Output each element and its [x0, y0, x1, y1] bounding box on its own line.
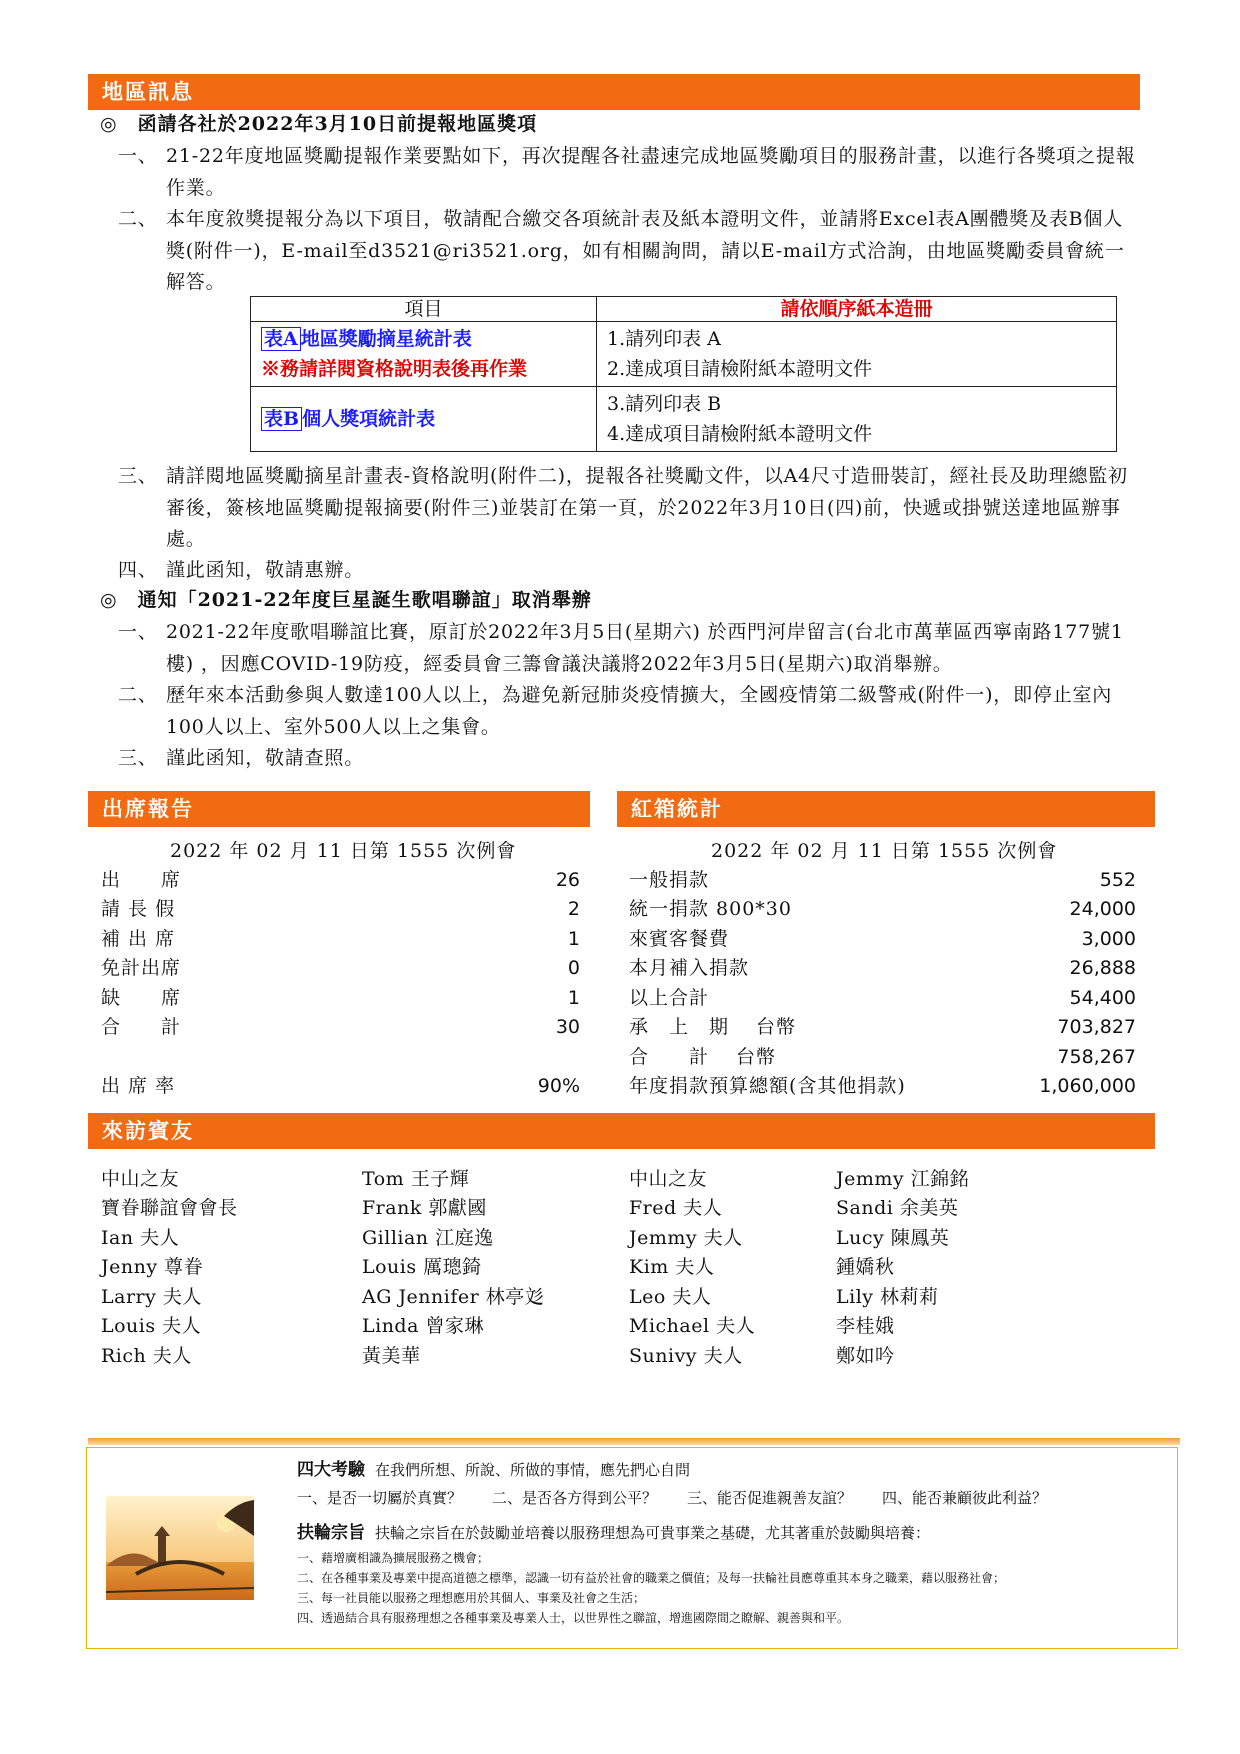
donation-label: 合 計 台幣 — [629, 1046, 777, 1068]
attendance-rate-value: 90% — [537, 1075, 580, 1097]
visitor-name: Rich 夫人 — [101, 1345, 192, 1367]
item-number: 四、 — [118, 559, 158, 581]
item-text: 歷年來本活動參與人數達100人以上，為避免新冠肺炎疫情擴大，全國疫情第二級警戒(附件一)，即停止室內100人以上、室外500人以上之集會。 — [166, 684, 1113, 738]
visitor-name: 中山之友 — [101, 1168, 180, 1190]
item-number: 一、 — [118, 145, 158, 167]
region-item-1 — [118, 141, 1136, 204]
visitor-name: Kim 夫人 — [629, 1256, 715, 1278]
object-item: 三、每一社員能以服務之理想應用於其個人、事業及社會之生活； — [297, 1591, 646, 1605]
step-text: 1.請列印表 A — [607, 328, 721, 350]
visitor-name: Jemmy 江錦銘 — [836, 1168, 970, 1190]
visitor-name: Gillian 江庭逸 — [362, 1227, 494, 1249]
visitor-name: Louis 厲璁錡 — [362, 1256, 482, 1278]
visitors-header: 來訪賓友 — [88, 1113, 1155, 1149]
form-a-tag: 表A — [261, 327, 301, 351]
region-item-2 — [118, 204, 1136, 299]
donation-label: 以上合計 — [629, 987, 710, 1009]
attendance-value: 1 — [567, 987, 580, 1009]
visitor-name: Tom 王子輝 — [362, 1168, 470, 1190]
donations-meeting: 2022 年 02 月 11 日第 1555 次例會 — [711, 840, 1058, 862]
visitor-name: Fred 夫人 — [629, 1197, 723, 1219]
attendance-label: 出 席 — [101, 869, 182, 891]
visitor-name: 鍾嬌秋 — [836, 1256, 895, 1278]
attendance-label: 免計出席 — [101, 957, 182, 979]
donation-label: 年度捐款預算總額(含其他捐款) — [629, 1075, 906, 1097]
attendance-label: 請 長 假 — [101, 898, 176, 920]
four-way-test-intro: 在我們所想、所說、所做的事情，應先捫心自問 — [375, 1461, 691, 1479]
donation-value: 24,000 — [1069, 898, 1136, 920]
table-cell-form-b — [251, 387, 597, 452]
visitor-name: Lucy 陳鳳英 — [836, 1227, 950, 1249]
visitor-name: Louis 夫人 — [101, 1315, 202, 1337]
object-of-rotary-heading — [297, 1522, 930, 1544]
item-number: 三、 — [118, 747, 158, 769]
event-item-3 — [118, 743, 1136, 775]
table-cell-form-b-steps — [597, 387, 1117, 452]
four-way-test-title: 四大考驗 — [297, 1460, 365, 1480]
item-number: 一、 — [118, 621, 158, 643]
attendance-rate-label: 出 席 率 — [101, 1075, 176, 1097]
object-of-rotary-title: 扶輪宗旨 — [297, 1523, 365, 1543]
visitor-name: Sunivy 夫人 — [629, 1345, 743, 1367]
attendance-value: 1 — [567, 928, 580, 950]
item-number: 二、 — [118, 208, 158, 230]
attendance-value: 30 — [555, 1016, 580, 1038]
visitor-name: Jenny 尊眷 — [101, 1256, 204, 1278]
form-a-label: 地區獎勵摘星統計表 — [300, 328, 472, 350]
object-item: 二、在各種事業及專業中提高道德之標準，認識一切有益於社會的職業之價值；及每一扶輪社員應尊重其本身之職業，藉以服務社會； — [297, 1571, 1006, 1585]
table-header-row — [251, 297, 1117, 322]
item-text: 2021-22年度歌唱聯誼比賽，原訂於2022年3月5日(星期六) 於西門河岸留言(台北市萬華區西寧南路177號1樓) ，因應COVID-19防疫，經委員會三籌會議決議將2022年3月5日(星期六)取消舉辦。 — [166, 621, 1124, 675]
event-item-1 — [118, 617, 1136, 680]
attendance-value: 26 — [555, 869, 580, 891]
attendance-label: 缺 席 — [101, 987, 182, 1009]
attendance-label: 補 出 席 — [101, 928, 176, 950]
notice2-title: ◎ 通知「2021-22年度巨星誕生歌唱聯誼」取消舉辦 — [100, 589, 592, 611]
attendance-value: 2 — [567, 898, 580, 920]
step-text: 4.達成項目請檢附紙本證明文件 — [607, 423, 873, 445]
visitor-name: 李桂娥 — [836, 1315, 895, 1337]
visitor-name: Lily 林莉莉 — [836, 1286, 939, 1308]
footer-rule — [88, 1438, 1180, 1445]
donation-value: 3,000 — [1081, 928, 1136, 950]
step-text: 2.達成項目請檢附紙本證明文件 — [607, 358, 873, 380]
donation-label: 來賓客餐費 — [629, 928, 730, 950]
visitor-name: AG Jennifer 林亭彣 — [362, 1286, 545, 1308]
table-row — [251, 322, 1117, 387]
four-way-test-heading — [297, 1459, 690, 1481]
table-row — [251, 387, 1117, 452]
form-a-note: ※務請詳閱資格說明表後再作業 — [261, 358, 528, 380]
attendance-label: 合 計 — [101, 1016, 182, 1038]
visitor-name: Linda 曾家琳 — [362, 1315, 484, 1337]
visitor-name: Frank 郭獻國 — [362, 1197, 487, 1219]
donations-header: 紅箱統計 — [617, 791, 1155, 827]
notice1-title: ◎ 函請各社於2022年3月10日前提報地區獎項 — [100, 113, 538, 135]
visitor-name: Jemmy 夫人 — [629, 1227, 743, 1249]
table-header-order: 請依順序紙本造冊 — [597, 297, 1117, 322]
item-text: 請詳閱地區獎勵摘星計畫表-資格說明(附件二)，提報各社獎勵文件，以A4尺寸造冊裝訂，經社長及助理總監初審後，簽核地區獎勵提報摘要(附件三)並裝訂在第一頁，於2022年3月10日(四)前，快遞或掛號送達地區辦事處。 — [166, 465, 1128, 550]
donation-value: 703,827 — [1057, 1016, 1136, 1038]
item-number: 二、 — [118, 684, 158, 706]
region-item-3 — [118, 461, 1136, 556]
item-text: 謹此函知，敬請查照。 — [166, 747, 365, 769]
visitor-name: Michael 夫人 — [629, 1315, 756, 1337]
attendance-header: 出席報告 — [88, 791, 590, 827]
table-cell-form-a — [251, 322, 597, 387]
scenery-illustration — [106, 1496, 254, 1600]
table-cell-form-a-steps — [597, 322, 1117, 387]
form-b-label: 個人獎項統計表 — [302, 408, 436, 430]
four-way-test-items: 一、是否一切屬於真實？ 二、是否各方得到公平？ 三、能否促進親善友誼？ 四、能否兼顧彼此利益？ — [297, 1489, 1048, 1507]
donation-label: 統一捐款 800*30 — [629, 898, 792, 920]
donation-label: 承 上 期 台幣 — [629, 1016, 797, 1038]
attendance-meeting: 2022 年 02 月 11 日第 1555 次例會 — [170, 840, 517, 862]
attendance-value: 0 — [567, 957, 580, 979]
object-item: 四、透過結合具有服務理想之各種事業及專業人士，以世界性之聯誼，增進國際間之瞭解、親善與和平。 — [297, 1611, 850, 1625]
step-text: 3.請列印表 B — [607, 393, 722, 415]
donation-value: 758,267 — [1057, 1046, 1136, 1068]
visitor-name: 鄭如吟 — [836, 1345, 895, 1367]
region-item-4 — [118, 555, 1136, 587]
item-text: 本年度敘獎提報分為以下項目，敬請配合繳交各項統計表及紙本證明文件，並請將Excel表A團體獎及表B個人獎(附件一)，E-mail至d3521@ri3521.org，如有相關詢問，請以E-mail方式洽詢，由地區獎勵委員會統一解答。 — [166, 208, 1125, 293]
form-b-tag: 表B — [261, 407, 302, 431]
visitor-name: Larry 夫人 — [101, 1286, 202, 1308]
table-header-item: 項目 — [251, 297, 597, 322]
object-item: 一、藉增廣相識為擴展服務之機會； — [297, 1551, 490, 1565]
donation-value: 26,888 — [1069, 957, 1136, 979]
visitor-name: Sandi 余美英 — [836, 1197, 959, 1219]
visitor-name: 黃美華 — [362, 1345, 421, 1367]
event-item-2 — [118, 680, 1136, 743]
item-text: 21-22年度地區獎勵提報作業要點如下，再次提醒各社盡速完成地區獎勵項目的服務計畫，以進行各獎項之提報作業。 — [166, 145, 1136, 199]
donation-label: 一般捐款 — [629, 869, 710, 891]
donation-value: 1,060,000 — [1039, 1075, 1136, 1097]
visitor-name: Leo 夫人 — [629, 1286, 712, 1308]
item-number: 三、 — [118, 465, 158, 487]
visitor-name: Ian 夫人 — [101, 1227, 180, 1249]
donation-value: 54,400 — [1069, 987, 1136, 1009]
donation-value: 552 — [1099, 869, 1136, 891]
visitor-name: 寶眷聯誼會會長 — [101, 1197, 238, 1219]
object-of-rotary-intro: 扶輪之宗旨在於鼓勵並培養以服務理想為可貴事業之基礎，尤其著重於鼓勵與培養： — [375, 1524, 931, 1542]
item-text: 謹此函知，敬請惠辦。 — [166, 559, 365, 581]
region-news-header: 地區訊息 — [88, 74, 1140, 110]
visitor-name: 中山之友 — [629, 1168, 708, 1190]
awards-table — [250, 296, 1117, 452]
donation-label: 本月補入捐款 — [629, 957, 750, 979]
